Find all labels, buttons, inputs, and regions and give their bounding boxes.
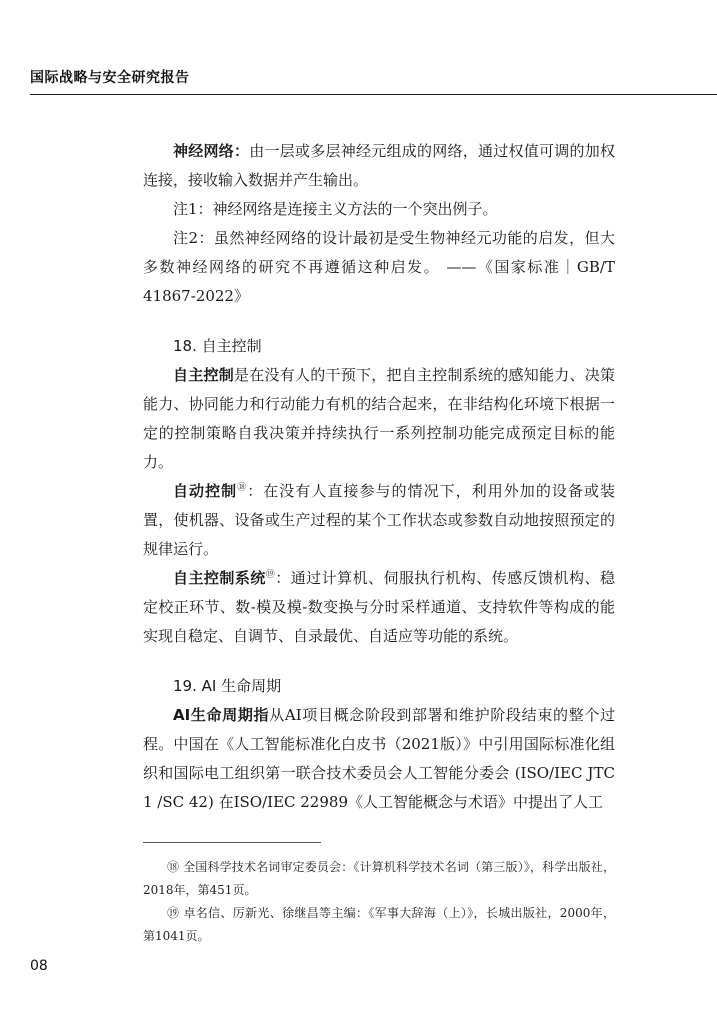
- term-autonomous-control-system: 自主控制系统: [173, 569, 266, 587]
- text-ai-lifecycle: 从AI项目概念阶段到部署和维护阶段结束的整个过程。中国在《人工智能标准化白皮书（2021版）》中引用国际标准化组织和国际电工组织第一联合技术委员会人工智能分委会 (ISO/IEC JTC 1 /SC 42) 在ISO/IEC 22989《人工智能概念与术语》中提出了人工: [143, 706, 615, 811]
- section-heading-18: 18. 自主控制: [173, 337, 262, 355]
- paragraph-automatic-control: [143, 477, 615, 564]
- paragraph-neural-network: [143, 137, 615, 195]
- text-autonomous-control-system: ：通过计算机、伺服执行机构、传感反馈机构、稳定校正环节、数-模及模-数变换与分时采样通道、支持软件等构成的能实现自稳定、自调节、自录最优、自适应等功能的系统。: [143, 569, 615, 645]
- text-autonomous-control: 是在没有人的干预下，把自主控制系统的感知能力、决策能力、协同能力和行动能力有机的结合起来，在非结构化环境下根据一定的控制策略自我决策并持续执行一系列控制功能完成预定目标的能力。: [143, 366, 615, 471]
- text-neural-network: 由一层或多层神经元组成的网络，通过权值可调的加权连接，接收输入数据并产生输出。: [143, 142, 615, 189]
- header-title: 国际战略与安全研究报告: [30, 70, 190, 86]
- footnote-rule: [143, 842, 321, 843]
- note-1: 注1：神经网络是连接主义方法的一个突出例子。: [173, 200, 498, 218]
- text-automatic-control: ：在没有人直接参与的情况下，利用外加的设备或装置，使机器、设备或生产过程的某个工作状态或参数自动地按照预定的规律运行。: [143, 482, 615, 558]
- body-content: [143, 137, 615, 817]
- header-rule: [30, 94, 717, 95]
- running-header: [30, 68, 717, 95]
- footnote-ref-18[interactable]: ⑱: [237, 483, 248, 493]
- footnote-18: ⑱ 全国科学技术名词审定委员会：《计算机科学技术名词（第三版）》，科学出版社，2018年，第451页。: [143, 860, 615, 897]
- term-autonomous-control: 自主控制: [173, 366, 234, 384]
- term-ai-lifecycle: AI生命周期指: [173, 706, 270, 724]
- footnote-19: ⑲ 卓名信、厉新光、徐继昌等主编：《军事大辞海（上）》，长城出版社，2000年，第1041页。: [143, 906, 615, 943]
- footnotes: [143, 856, 615, 948]
- paragraph-ai-lifecycle: [143, 701, 615, 817]
- footnote-ref-19[interactable]: ⑲: [265, 570, 276, 580]
- note-2: 注2：虽然神经网络的设计最初是受生物神经元功能的启发，但大多数神经网络的研究不再遵循这种启发。 ——《国家标准｜GB/T 41867-2022》: [143, 229, 615, 305]
- section-heading-19: 19. AI 生命周期: [173, 677, 282, 695]
- paragraph-autonomous-control-system: [143, 564, 615, 651]
- term-neural-network: 神经网络：: [173, 142, 250, 160]
- page-number: 08: [30, 958, 48, 974]
- term-automatic-control: 自动控制: [173, 482, 238, 500]
- paragraph-autonomous-control: [143, 361, 615, 477]
